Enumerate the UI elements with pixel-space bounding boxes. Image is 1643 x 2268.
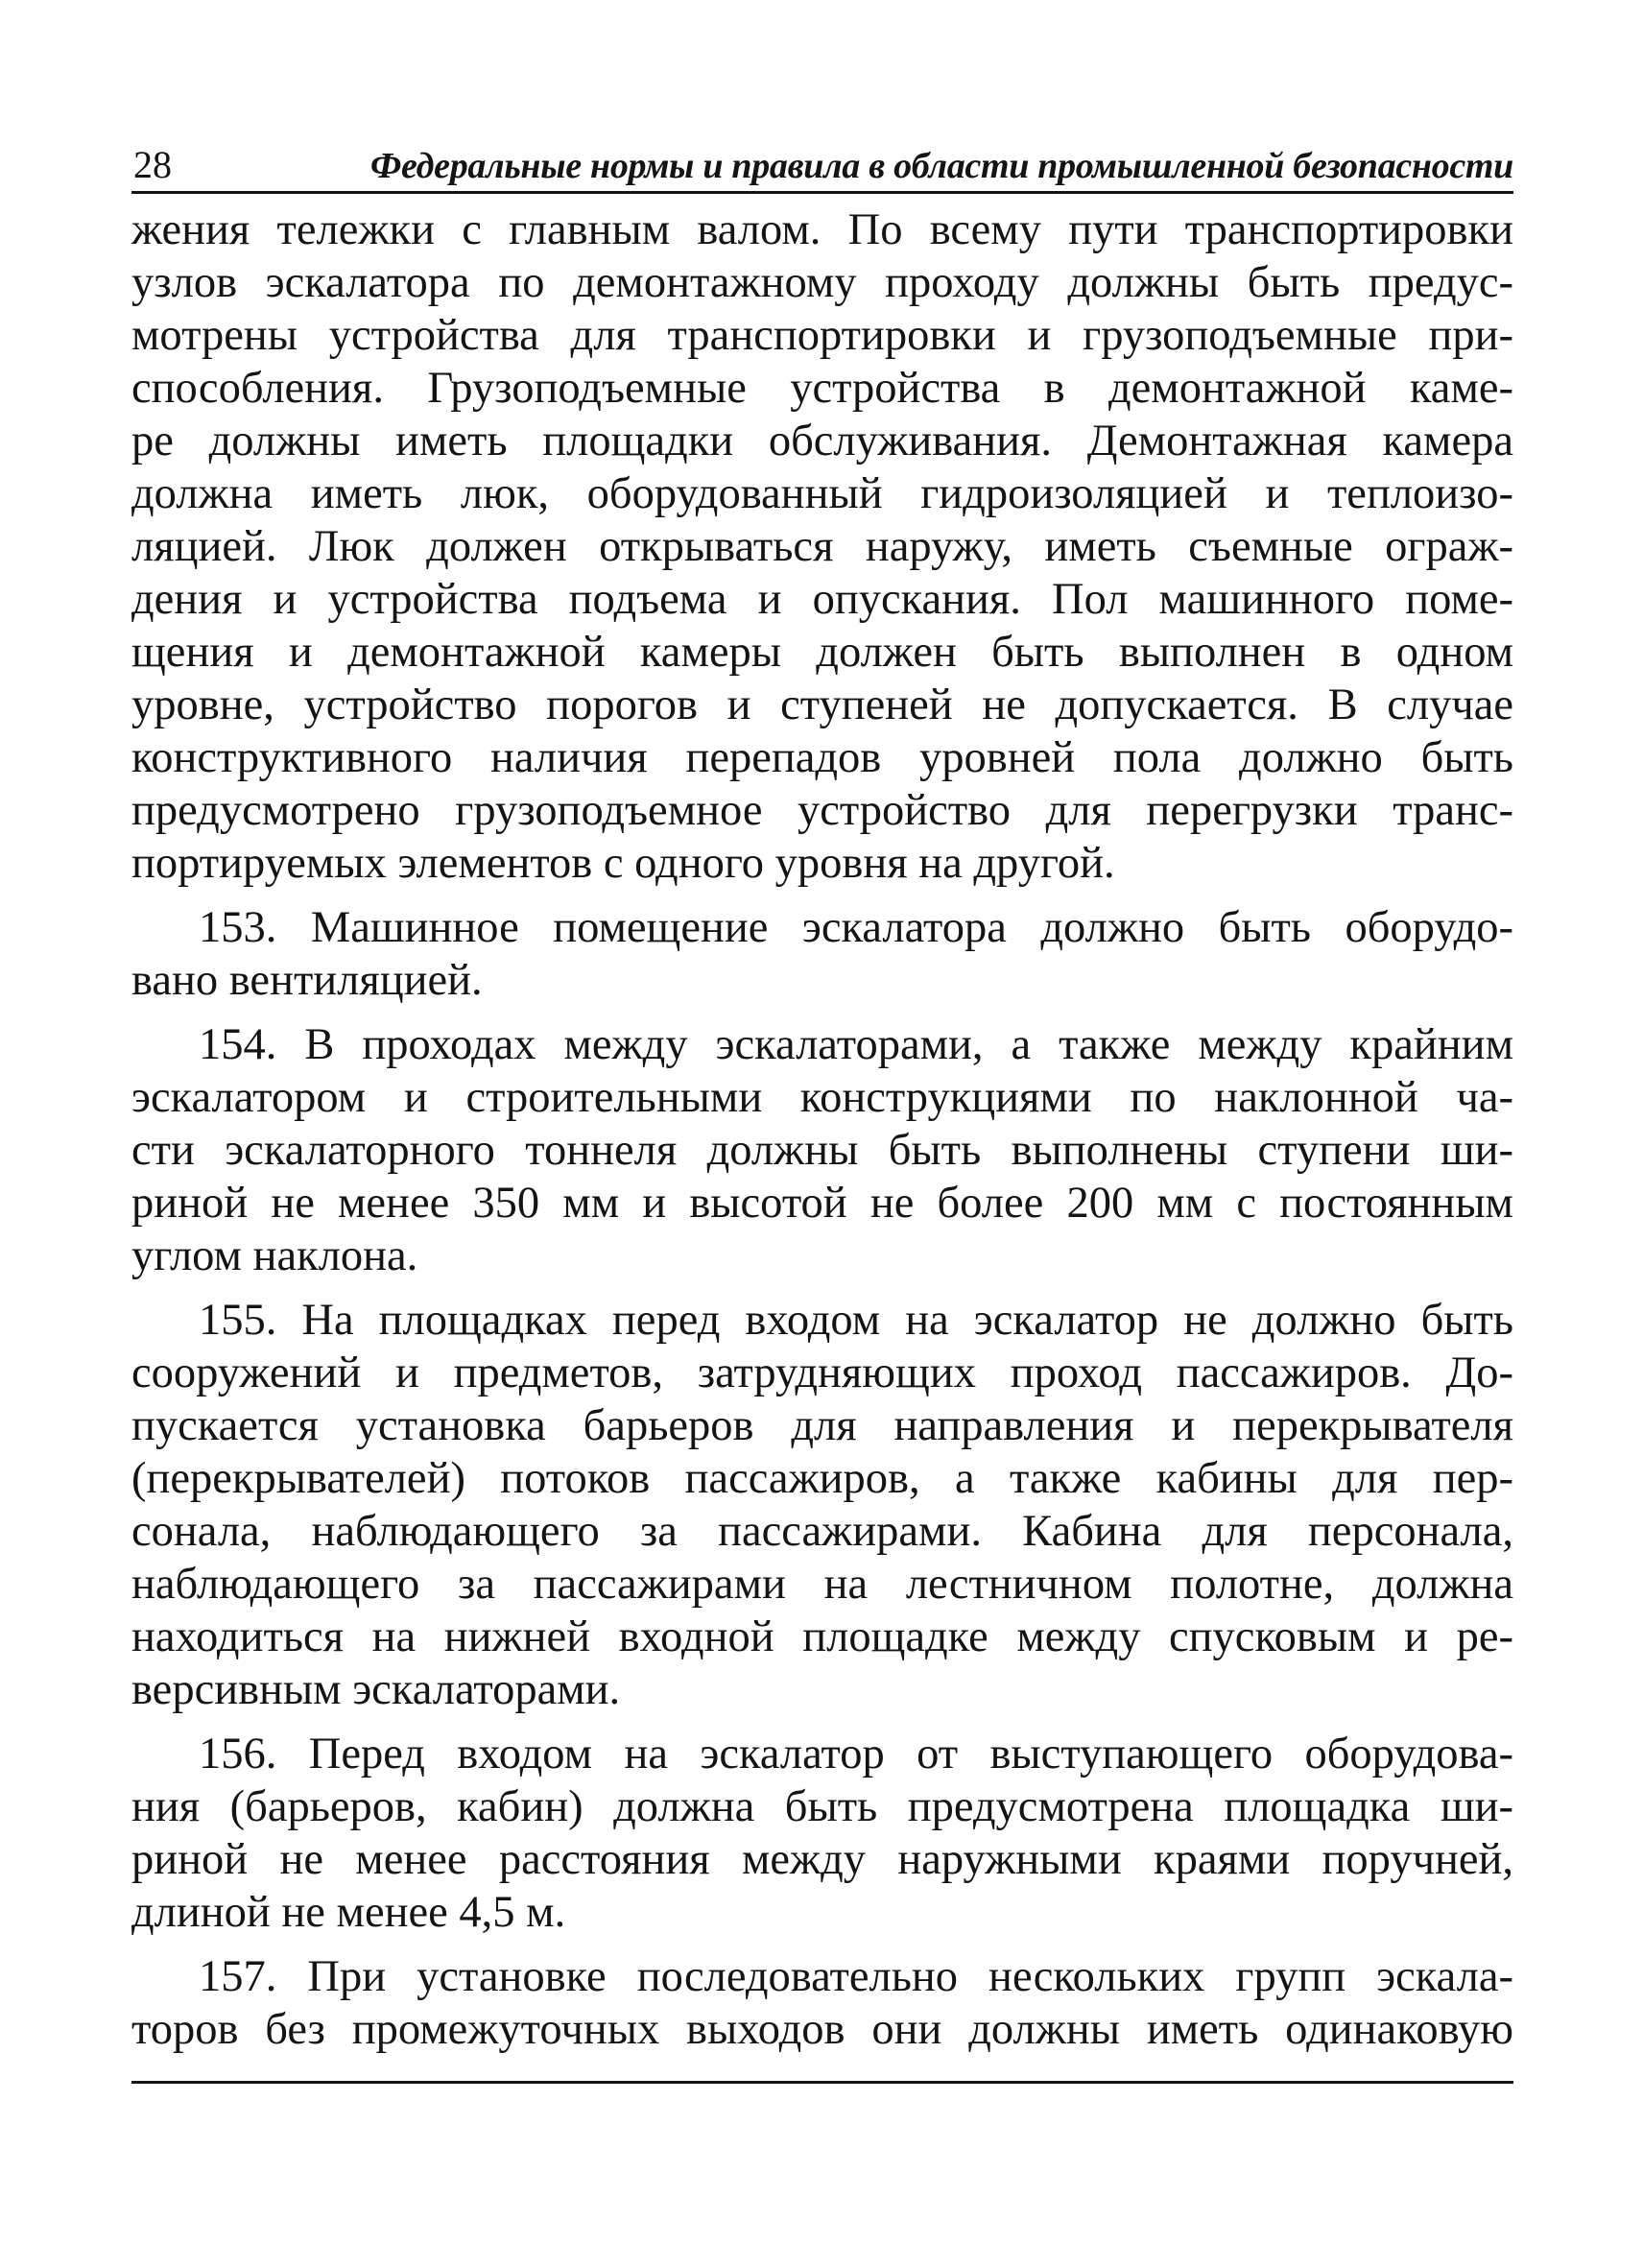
text-line: риной не менее 350 мм и высотой не более 200 мм с постоянным [131, 1179, 1513, 1228]
text-line: эскалатором и строительными конструкциями по наклонной ча- [131, 1073, 1513, 1122]
text-line: наблюдающего за пассажирами на лестничном полотне, должна [131, 1560, 1513, 1609]
text-line: версивным эскалаторами. [131, 1665, 621, 1714]
document-page [131, 144, 1513, 2056]
text-line: ния (барьеров, кабин) должна быть предусмотрена площадка ши- [131, 1782, 1513, 1831]
paragraph-155 [131, 1294, 1513, 1716]
header-title: Федеральные нормы и правила в области промышленной безопасности [369, 146, 1513, 186]
body-text [131, 203, 1513, 2056]
footer-rule [131, 2081, 1513, 2084]
paragraph-153 [131, 901, 1513, 1007]
text-line: предусмотрено грузоподъемное устройство для перегрузки транс- [131, 786, 1513, 835]
text-line: щения и демонтажной камеры должен быть выполнен в одном [131, 628, 1513, 677]
text-line: конструктивного наличия перепадов уровней пола должно быть [131, 733, 1513, 782]
text-line: узлов эскалатора по демонтажному проходу должны быть предус- [131, 258, 1513, 307]
paragraph-154 [131, 1018, 1513, 1282]
text-line: сооружений и предметов, затрудняющих проход пассажиров. До- [131, 1349, 1513, 1397]
text-line: 153. Машинное помещение эскалатора должно быть оборудо- [199, 903, 1513, 952]
paragraph-continuation [131, 203, 1513, 890]
text-line: мотрены устройства для транспортировки и грузоподъемные при- [131, 311, 1513, 360]
text-line: торов без промежуточных выходов они должны иметь одинаковую [131, 2005, 1513, 2054]
text-line: сти эскалаторного тоннеля должны быть выполнены ступени ши- [131, 1126, 1513, 1175]
page-number: 28 [133, 143, 172, 186]
paragraph-156 [131, 1728, 1513, 1939]
text-line: 155. На площадках перед входом на эскалатор не должно быть [199, 1296, 1513, 1345]
text-line: вано вентиляцией. [131, 956, 483, 1005]
text-line: жения тележки с главным валом. По всему пути транспортировки [131, 205, 1513, 254]
paragraph-157 [131, 1950, 1513, 2056]
text-line: ре должны иметь площадки обслуживания. Демонтажная камера [131, 417, 1513, 466]
text-line: ляцией. Люк должен открываться наружу, иметь съемные ограж- [131, 522, 1513, 571]
text-line: длиной не менее 4,5 м. [131, 1888, 566, 1937]
text-line: (перекрывателей) потоков пассажиров, а также кабины для пер- [131, 1454, 1513, 1503]
text-line: 157. При установке последовательно нескольких групп эскала- [199, 1952, 1513, 2001]
text-line: 156. Перед входом на эскалатор от выступающего оборудова- [199, 1730, 1513, 1779]
text-line: 154. В проходах между эскалаторами, а также между крайним [199, 1020, 1513, 1069]
text-line: риной не менее расстояния между наружными краями поручней, [131, 1835, 1513, 1884]
text-line: углом наклона. [131, 1231, 418, 1280]
text-line: портируемых элементов с одного уровня на другой. [131, 839, 1115, 888]
text-line: находиться на нижней входной площадке между спусковым и ре- [131, 1612, 1513, 1661]
text-line: пускается установка барьеров для направления и перекрывателя [131, 1401, 1513, 1450]
text-line: сонала, наблюдающего за пассажирами. Кабина для персонала, [131, 1507, 1513, 1556]
running-header [131, 144, 1513, 194]
text-line: способления. Грузоподъемные устройства в демонтажной каме- [131, 364, 1513, 413]
text-line: дения и устройства подъема и опускания. Пол машинного поме- [131, 575, 1513, 624]
text-line: уровне, устройство порогов и ступеней не допускается. В случае [131, 680, 1513, 729]
text-line: должна иметь люк, оборудованный гидроизоляцией и теплоизо- [131, 469, 1513, 518]
